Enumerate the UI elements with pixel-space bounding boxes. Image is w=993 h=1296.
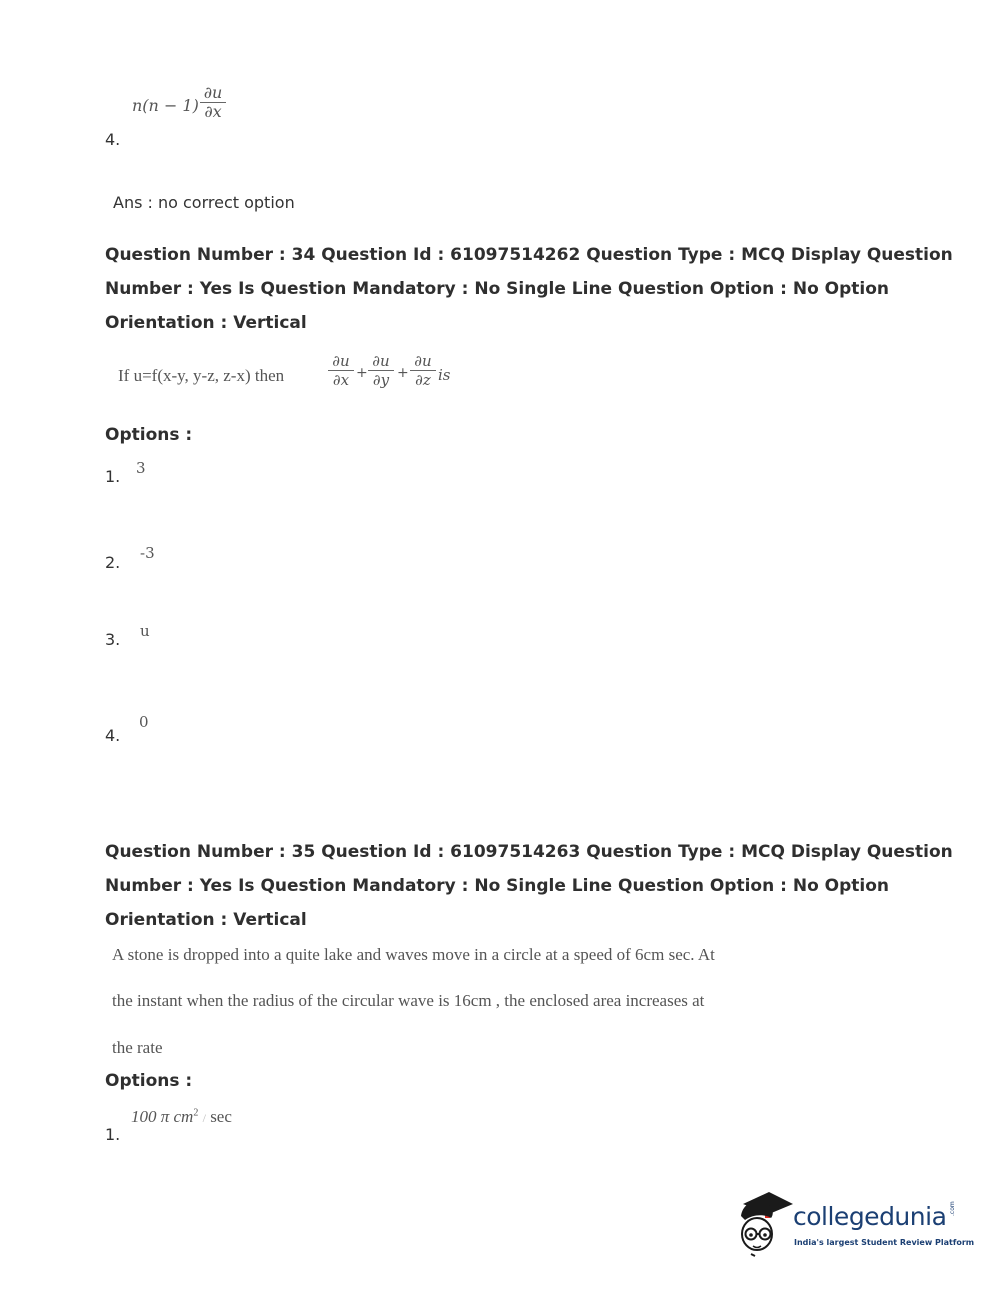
fraction-numerator: ∂u xyxy=(372,352,390,370)
fraction-denominator: ∂z xyxy=(415,371,431,389)
fraction-denominator: ∂x xyxy=(204,102,222,121)
prev-option-4-number: 4. xyxy=(105,130,121,149)
brand-wordmark: collegedunia xyxy=(793,1202,947,1231)
prev-answer: Ans : no correct option xyxy=(113,193,295,212)
fraction-numerator: ∂u xyxy=(414,352,432,370)
q34-fraction-du-dx xyxy=(328,352,354,389)
brand-name xyxy=(793,1202,946,1231)
fraction-numerator: ∂u xyxy=(203,83,223,102)
q35-stem-line-1: A stone is dropped into a quite lake and waves move in a circle at a speed of 6cm sec. At xyxy=(112,945,715,964)
brand-tagline: India's largest Student Review Platform xyxy=(794,1238,975,1247)
mascot-icon xyxy=(735,1190,795,1258)
q35-header-line-1: Question Number : 35 Question Id : 61097514263 Question Type : MCQ Display Question xyxy=(105,842,953,862)
q34-option-2-number: 2. xyxy=(105,553,121,572)
q34-option-4-value: 0 xyxy=(139,713,149,731)
collegedunia-logo xyxy=(735,1190,975,1260)
fraction-denominator: ∂y xyxy=(372,371,390,389)
q35-option-1-number: 1. xyxy=(105,1125,121,1144)
q35-stem-line-2: the instant when the radius of the circular wave is 16cm , the enclosed area increases at xyxy=(112,991,705,1010)
q34-is-text: is xyxy=(438,366,451,384)
q34-option-4-number: 4. xyxy=(105,726,121,745)
q35-option-1-value xyxy=(131,1107,232,1127)
q34-stem-text: If u=f(x-y, y-z, z-x) then xyxy=(118,366,285,385)
prev-option-4-coefficient: n(n − 1) xyxy=(132,96,199,115)
q34-fraction-du-dy xyxy=(368,352,394,389)
q34-fraction-du-dz xyxy=(410,352,436,389)
q34-header-line-1: Question Number : 34 Question Id : 61097514262 Question Type : MCQ Display Question xyxy=(105,245,953,265)
q34-option-1-value: 3 xyxy=(136,459,146,477)
plus-sign: + xyxy=(356,365,368,381)
plus-sign: + xyxy=(397,365,409,381)
fraction-denominator: ∂x xyxy=(332,371,350,389)
q34-header-line-2: Number : Yes Is Question Mandatory : No Single Line Question Option : No Option xyxy=(105,279,890,299)
q35-option-1-exponent: 2 xyxy=(193,1107,199,1119)
q34-option-2-value: -3 xyxy=(140,544,155,562)
q34-option-3-value: u xyxy=(140,622,150,640)
q34-options-label: Options : xyxy=(105,425,193,445)
q35-options-label: Options : xyxy=(105,1071,193,1091)
q35-header-line-3: Orientation : Vertical xyxy=(105,910,307,930)
prev-option-4-fraction xyxy=(200,84,226,121)
q35-option-1-amount: 100 π cm xyxy=(131,1107,194,1126)
q35-option-1-unit: sec xyxy=(210,1107,232,1126)
fraction-numerator: ∂u xyxy=(332,352,350,370)
q34-stem xyxy=(118,352,478,404)
q34-header-line-3: Orientation : Vertical xyxy=(105,313,307,333)
q35-header-line-2: Number : Yes Is Question Mandatory : No Single Line Question Option : No Option xyxy=(105,876,890,896)
q34-option-3-number: 3. xyxy=(105,630,121,649)
q35-stem-line-3: the rate xyxy=(112,1038,163,1057)
brand-suffix: .com xyxy=(949,1201,956,1216)
q34-option-1-number: 1. xyxy=(105,467,121,486)
q35-option-1-slash: / xyxy=(202,1111,206,1125)
